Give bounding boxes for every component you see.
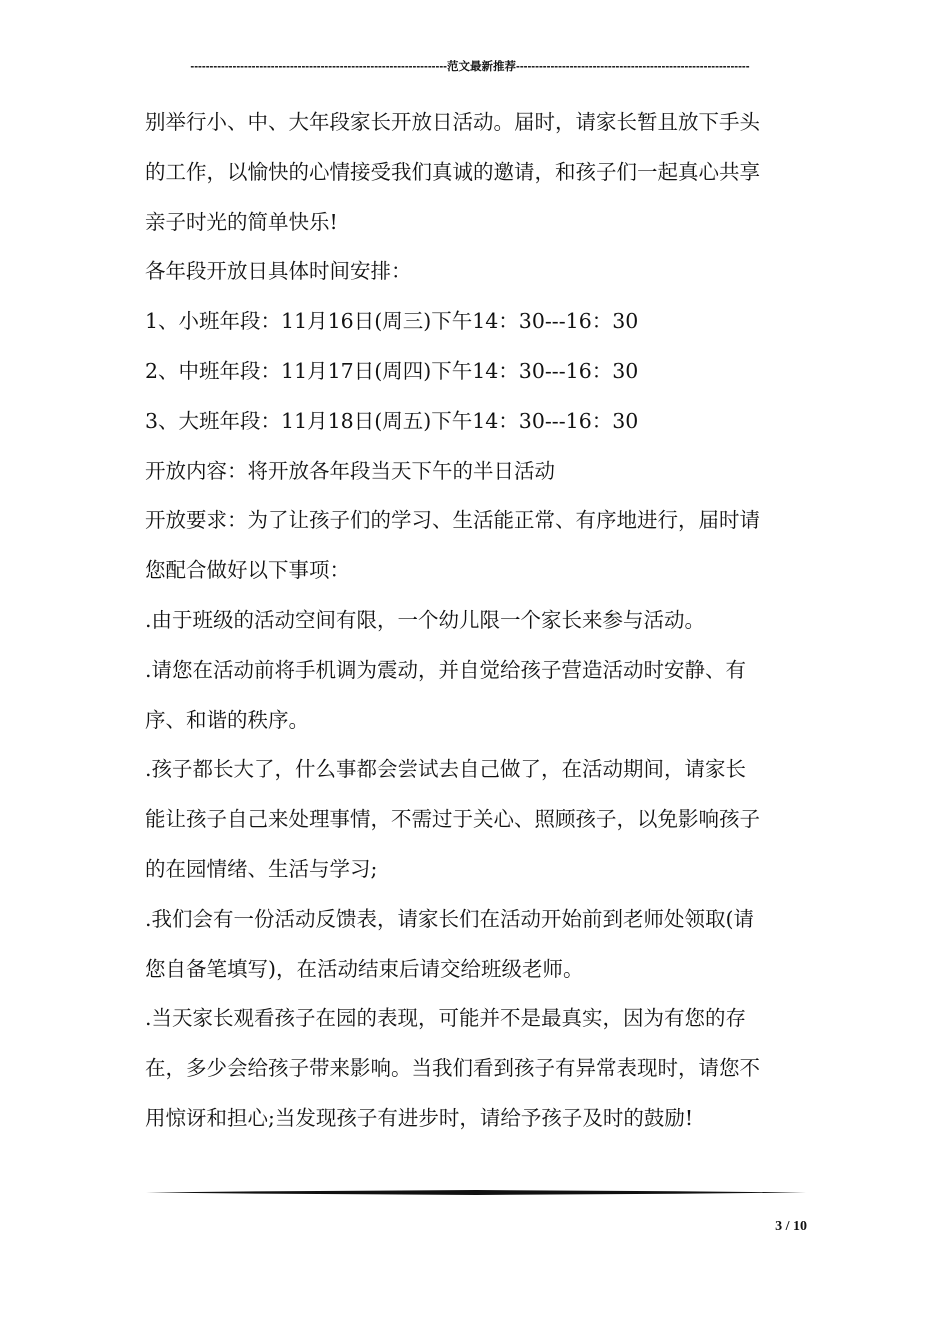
text-line: 能让孩子自己来处理事情，不需过于关心、照顾孩子，以免影响孩子: [145, 807, 760, 832]
text-line: 开放内容：将开放各年段当天下午的半日活动: [145, 458, 555, 483]
notice-item: .请您在活动前将手机调为震动，并自觉给孩子营造活动时安静、有: [145, 657, 747, 682]
footer-rule: [146, 1190, 806, 1195]
notice-item: .由于班级的活动空间有限，一个幼儿限一个家长来参与活动。: [145, 607, 706, 632]
text-line: 别举行小、中、大年段家长开放日活动。届时，请家长暂且放下手头: [145, 110, 760, 134]
text-line: 用惊讶和担心;当发现孩子有进步时，请给予孩子及时的鼓励!: [145, 1105, 694, 1130]
schedule-item: 3、大班年段：11月18日(周五)下午14：30---16：30: [145, 408, 639, 433]
text-line: 您自备笔填写)，在活动结束后请交给班级老师。: [145, 956, 584, 981]
notice-item: .当天家长观看孩子在园的表现，可能并不是最真实，因为有您的存: [145, 1006, 747, 1031]
header-dashes-left: -------------------------------------------------------------------: [190, 61, 447, 73]
text-line: 您配合做好以下事项：: [145, 558, 350, 583]
schedule-item: 1、小班年段：11月16日(周三)下午14：30---16：30: [145, 309, 639, 334]
text-line: 在，多少会给孩子带来影响。当我们看到孩子有异常表现时，请您不: [145, 1056, 760, 1081]
header-dashes-right: -------------------------------------------------------------: [515, 61, 750, 73]
page-number: 3 / 10: [775, 1219, 807, 1234]
schedule-item: 2、中班年段：11月17日(周四)下午14：30---16：30: [145, 358, 639, 383]
text-line: 的在园情绪、生活与学习;: [145, 856, 378, 881]
text-line: 开放要求：为了让孩子们的学习、生活能正常、有序地进行，届时请: [145, 508, 760, 533]
header-title: 范文最新推荐: [446, 61, 516, 73]
document-body: [145, 98, 825, 1144]
text-line: 各年段开放日具体时间安排：: [145, 259, 412, 284]
text-line: 序、和谐的秩序。: [145, 707, 309, 732]
page-header: [146, 58, 794, 76]
text-line: 的工作，以愉快的心情接受我们真诚的邀请，和孩子们一起真心共享: [145, 159, 760, 184]
notice-item: .我们会有一份活动反馈表，请家长们在活动开始前到老师处领取(请: [145, 906, 755, 931]
text-line: 亲子时光的简单快乐!: [145, 209, 338, 234]
notice-item: .孩子都长大了，什么事都会尝试去自己做了，在活动期间，请家长: [145, 757, 747, 782]
